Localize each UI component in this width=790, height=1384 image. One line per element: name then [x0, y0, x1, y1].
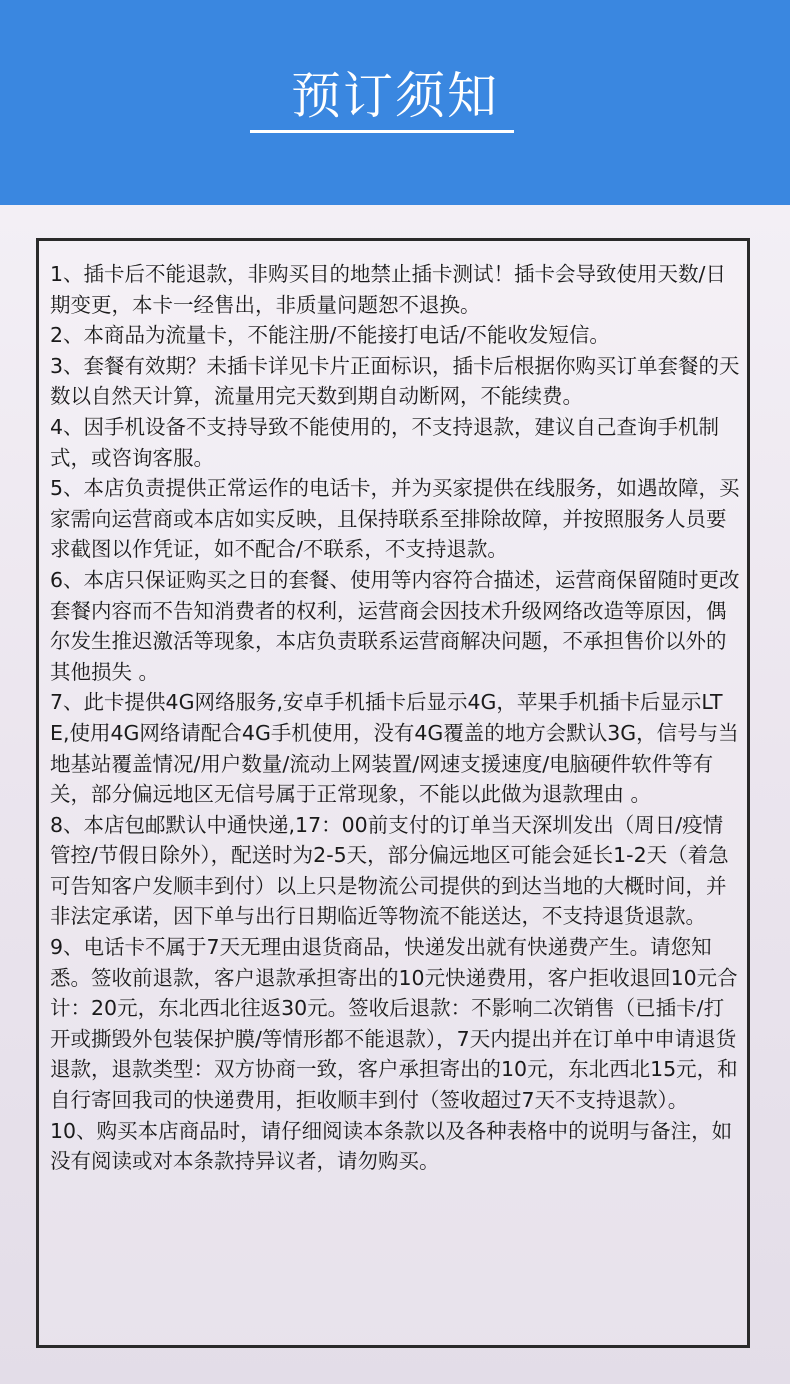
notice-item-2: 2、本商品为流量卡，不能注册/不能接打电话/不能收发短信。	[50, 323, 610, 348]
notice-item-3: 3、套餐有效期？未插卡详见卡片正面标识，插卡后根据你购买订单套餐的天数以自然天计算，流量用完天数到期自动断网，不能续费。	[50, 353, 740, 409]
notice-item-4: 4、因手机设备不支持导致不能使用的，不支持退款，建议自己查询手机制式，或咨询客服。	[50, 414, 720, 470]
notice-item-10: 10、购买本店商品时，请仔细阅读本条款以及各种表格中的说明与备注，如没有阅读或对本条款持异议者，请勿购买。	[50, 1118, 733, 1174]
header-banner	[0, 0, 790, 205]
notice-item-1: 1、插卡后不能退款，非购买目的地禁止插卡测试！插卡会导致使用天数/日期变更，本卡一经售出，非质量问题恕不退换。	[50, 262, 726, 317]
notice-item-9: 9、电话卡不属于7天无理由退货商品，快递发出就有快递费产生。请您知悉。签收前退款，客户退款承担寄出的10元快递费用，客户拒收退回10元合计：20元，东北西北往返30元。签收后退款：不影响二次销售（已插卡/打开或撕毁外包装保护膜/等情形都不能退款），7天内提出并在订单中申请退货退款，退款类型：双方协商一致，客户承担寄出的10元，东北西北15元，和自行寄回我司的快递费用，拒收顺丰到付（签收超过7天不支持退款）。	[50, 935, 738, 1113]
notice-item-5: 5、本店负责提供正常运作的电话卡，并为买家提供在线服务，如遇故障，买家需向运营商或本店如实反映，且保持联系至排除故障，并按照服务人员要求截图以作凭证，如不配合/不联系，不支持退款。	[50, 476, 740, 562]
notice-box	[36, 238, 750, 1348]
notice-list	[50, 259, 740, 1177]
notice-item-6: 6、本店只保证购买之日的套餐、使用等内容符合描述，运营商保留随时更改套餐内容而不告知消费者的权利，运营商会因技术升级网络改造等原因，偶尔发生推迟激活等现象，本店负责联系运营商解决问题，不承担售价以外的其他损失 。	[50, 567, 740, 684]
notice-item-7: 7、此卡提供4G网络服务,安卓手机插卡后显示4G，苹果手机插卡后显示LTE,使用4G网络请配合4G手机使用，没有4G覆盖的地方会默认3G，信号与当地基站覆盖情况/用户数量/流动上网装置/网速支援速度/电脑硬件软件等有关，部分偏远地区无信号属于正常现象，不能以此做为退款理由 。	[50, 690, 739, 807]
title-underline	[250, 130, 514, 133]
page-title: 预订须知	[291, 67, 499, 125]
notice-item-8: 8、本店包邮默认中通快递,17：00前支付的订单当天深圳发出（周日/疫情管控/节假日除外），配送时为2-5天，部分偏远地区可能会延长1-2天（着急可告知客户发顺丰到付）以上只是物流公司提供的到达当地的大概时间，并非法定承诺，因下单与出行日期临近等物流不能送达，不支持退货退款。	[50, 812, 729, 929]
